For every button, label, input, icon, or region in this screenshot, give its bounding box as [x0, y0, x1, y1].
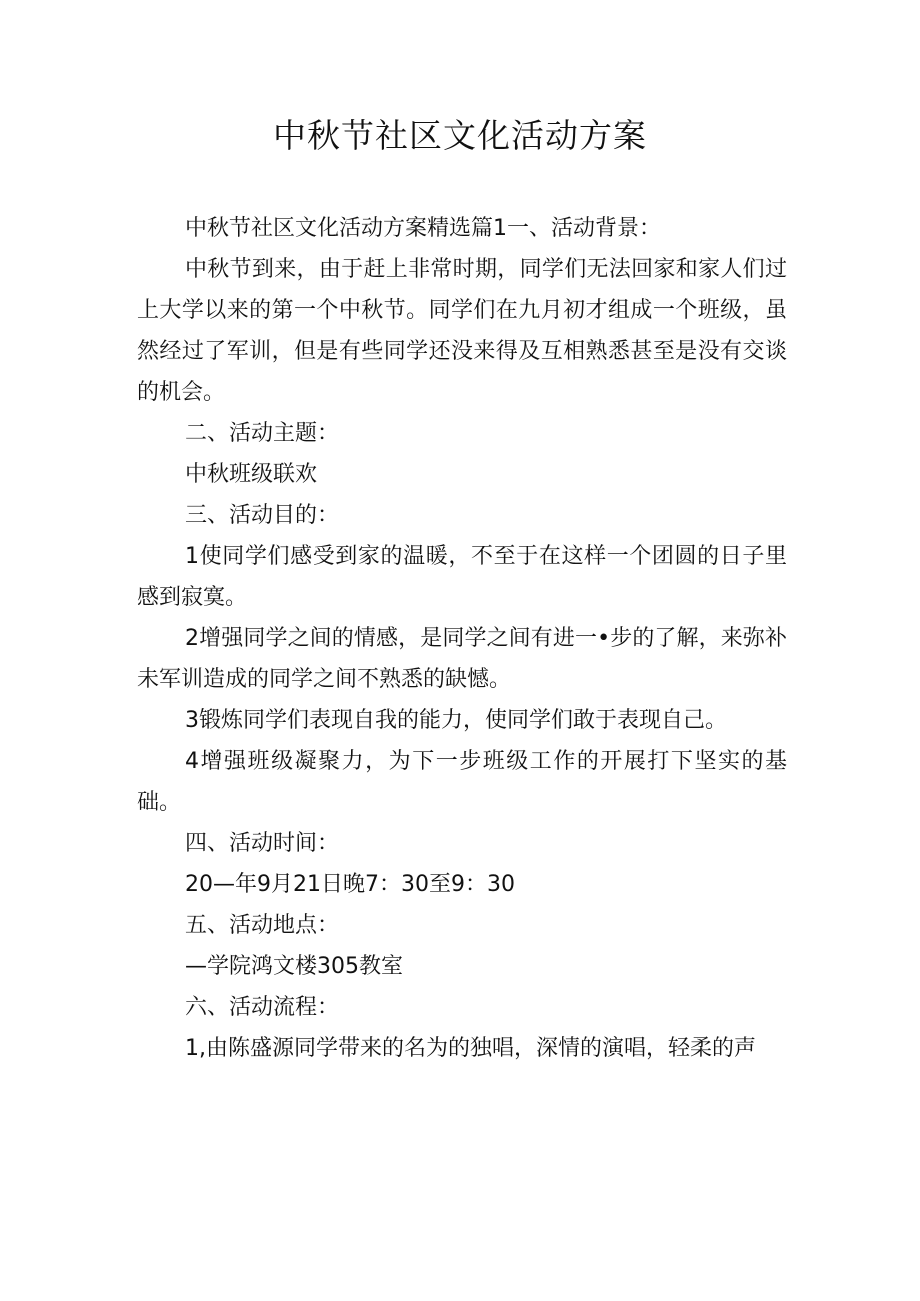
- paragraph-process-1: 1,由陈盛源同学带来的名为的独唱，深情的演唱，轻柔的声: [185, 1036, 756, 1061]
- heading-purpose: 三、活动目的：: [185, 503, 340, 528]
- paragraph-purpose-4: 4增强班级凝聚力，为下一步班级工作的开展打下坚实的基础。: [137, 749, 787, 815]
- heading-theme: 二、活动主题：: [185, 421, 340, 446]
- paragraph-theme: 中秋班级联欢: [185, 462, 318, 487]
- paragraph-time: 20—年9月21日晚7：30至9：30: [185, 872, 515, 897]
- document-body: [137, 208, 787, 1069]
- paragraph-background: 中秋节到来，由于赶上非常时期，同学们无法回家和家人们过上大学以来的第一个中秋节。同学们在九月初才组成一个班级，虽然经过了军训，但是有些同学还没来得及互相熟悉甚至是没有交谈的机会。: [137, 257, 787, 405]
- heading-process: 六、活动流程：: [185, 995, 340, 1020]
- paragraph-intro: 中秋节社区文化活动方案精选篇1一、活动背景：: [185, 216, 661, 241]
- document-title: 中秋节社区文化活动方案: [273, 116, 647, 155]
- heading-time: 四、活动时间：: [185, 831, 340, 856]
- paragraph-location: —学院鸿文楼305教室: [185, 954, 403, 979]
- paragraph-purpose-3: 3锻炼同学们表现自我的能力，使同学们敢于表现自己。: [185, 708, 727, 733]
- heading-location: 五、活动地点：: [185, 913, 340, 938]
- paragraph-purpose-2: 2增强同学之间的情感，是同学之间有进一•步的了解，来弥补未军训造成的同学之间不熟悉的缺憾。: [137, 626, 787, 692]
- paragraph-purpose-1: 1使同学们感受到家的温暖，不至于在这样一个团圆的日子里感到寂寞。: [137, 544, 787, 610]
